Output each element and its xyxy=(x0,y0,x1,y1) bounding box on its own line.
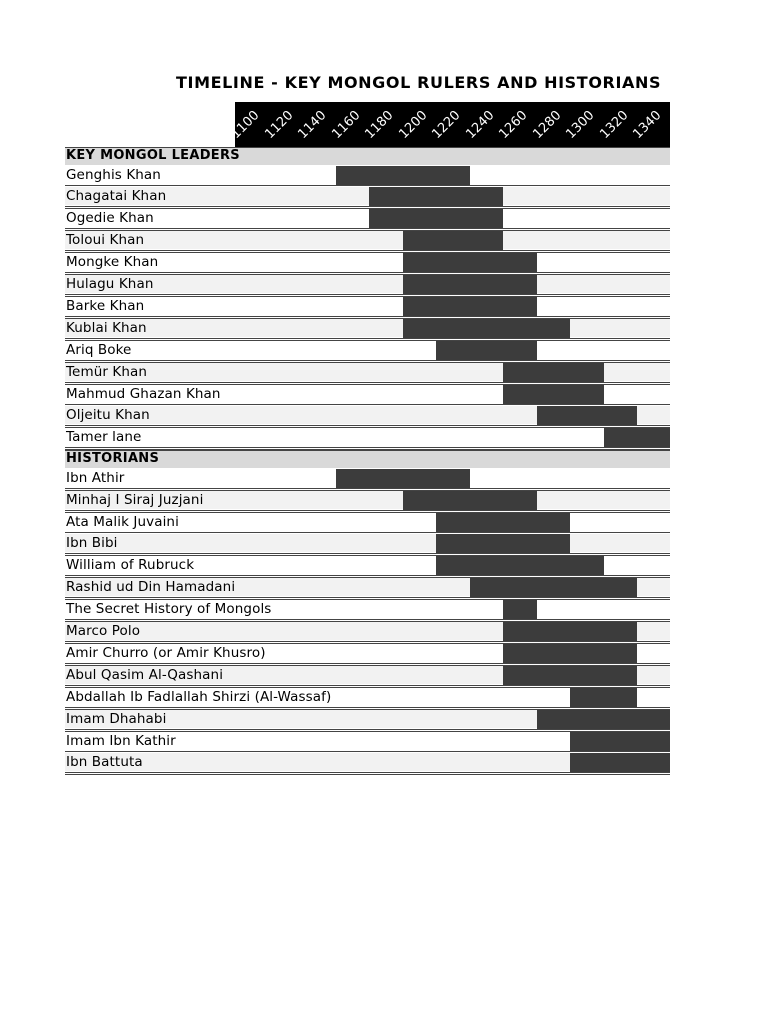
row-label: Ibn Athir xyxy=(66,469,125,486)
section-heading: KEY MONGOL LEADERS xyxy=(66,148,240,163)
row-rule xyxy=(65,272,670,273)
title-clip xyxy=(65,72,670,96)
row-background xyxy=(65,428,670,446)
row-rule xyxy=(65,425,670,426)
x-tick-label: 1280 xyxy=(529,107,564,142)
year-axis-header xyxy=(228,102,670,147)
timeline-bar xyxy=(503,363,604,382)
row-label: Ibn Battuta xyxy=(66,754,143,771)
row-rule xyxy=(65,294,670,295)
row-background xyxy=(65,209,670,227)
row-label: Abul Qasim Al-Qashani xyxy=(66,666,224,683)
x-tick-label: 1140 xyxy=(295,107,330,142)
row-background xyxy=(65,231,670,249)
timeline-bar xyxy=(470,578,638,597)
row-rule xyxy=(65,206,670,207)
timeline-bar xyxy=(369,187,503,206)
row-rule xyxy=(65,553,670,554)
row-rule xyxy=(65,228,670,229)
timeline-bar xyxy=(604,428,671,447)
row-rule xyxy=(65,575,670,576)
timeline-bar xyxy=(570,732,670,751)
timeline-bar xyxy=(503,385,604,404)
x-tick-label: 1260 xyxy=(496,107,531,142)
timeline-bar xyxy=(436,341,537,360)
row-label: Mongke Khan xyxy=(66,254,159,271)
x-tick-label: 1340 xyxy=(630,107,665,142)
timeline-bar xyxy=(503,644,637,663)
row-label: Barke Khan xyxy=(66,297,145,314)
row-label: Ata Malik Juvaini xyxy=(66,513,179,530)
x-tick-label: 1180 xyxy=(362,107,397,142)
section-heading: HISTORIANS xyxy=(66,451,160,467)
row-rule xyxy=(65,729,670,730)
x-tick-label: 1240 xyxy=(462,107,497,142)
row-rule xyxy=(65,382,670,383)
row-rule xyxy=(65,510,670,511)
row-label: Toloui Khan xyxy=(66,232,145,249)
row-rule xyxy=(65,338,670,339)
row-background xyxy=(65,341,670,359)
row-label: Rashid ud Din Hamadani xyxy=(66,579,236,596)
x-tick-label: 1100 xyxy=(228,107,263,142)
page-title: TIMELINE - KEY MONGOL RULERS AND HISTORIANS xyxy=(176,73,662,92)
row-rule xyxy=(65,685,670,686)
row-label: Amir Churro (or Amir Khusro) xyxy=(66,644,266,661)
row-label: Temür Khan xyxy=(66,363,148,380)
row-rule xyxy=(65,447,670,448)
timeline-bar xyxy=(570,688,637,707)
row-label: Imam Dhahabi xyxy=(66,710,167,727)
timeline-bar xyxy=(503,622,637,641)
row-label: Genghis Khan xyxy=(66,166,161,183)
timeline-bar xyxy=(369,209,503,228)
row-rule xyxy=(65,641,670,642)
x-tick-label: 1160 xyxy=(328,107,363,142)
timeline-bar xyxy=(436,556,604,575)
row-rule xyxy=(65,707,670,708)
timeline-bar xyxy=(503,666,637,685)
row-rule xyxy=(65,663,670,664)
row-rule xyxy=(65,404,670,405)
row-label: Kublai Khan xyxy=(66,319,147,336)
row-label: Ibn Bibi xyxy=(66,535,118,552)
x-tick-label: 1200 xyxy=(395,107,430,142)
row-background xyxy=(65,319,670,337)
timeline-bar xyxy=(403,319,571,338)
x-tick-label: 1120 xyxy=(261,107,296,142)
timeline-bar xyxy=(336,469,470,488)
row-rule xyxy=(65,316,670,317)
row-rule xyxy=(65,532,670,533)
timeline-bar xyxy=(537,710,671,729)
row-background xyxy=(65,534,670,552)
row-label: Hulagu Khan xyxy=(66,276,154,292)
timeline-bar xyxy=(537,406,638,425)
row-label: Minhaj I Siraj Juzjani xyxy=(66,491,204,508)
x-tick-label: 1300 xyxy=(563,107,598,142)
timeline-bar xyxy=(403,253,537,272)
row-rule xyxy=(65,597,670,598)
row-rule xyxy=(65,185,670,186)
timeline-bar xyxy=(403,297,537,316)
row-rule xyxy=(65,488,670,489)
row-rule xyxy=(65,250,670,251)
row-rule xyxy=(65,772,670,773)
row-rule xyxy=(65,751,670,752)
row-background xyxy=(65,297,670,315)
row-label: Imam Ibn Kathir xyxy=(66,732,176,749)
row-rule xyxy=(65,360,670,361)
timeline-bar xyxy=(436,534,570,553)
timeline-bar xyxy=(403,231,504,250)
row-label: Chagatai Khan xyxy=(66,188,167,205)
row-label: Ogedie Khan xyxy=(66,210,154,227)
row-label: Marco Polo xyxy=(66,623,141,639)
x-tick-label: 1220 xyxy=(429,107,464,142)
row-label: Oljeitu Khan xyxy=(66,407,150,424)
timeline-bar xyxy=(403,491,537,510)
timeline-bar xyxy=(503,600,537,619)
timeline-bar xyxy=(336,166,470,185)
timeline-bar xyxy=(436,513,570,532)
row-rule xyxy=(65,619,670,620)
row-rule xyxy=(65,774,670,775)
x-tick-label: 1320 xyxy=(596,107,631,142)
row-label: Abdallah Ib Fadlallah Shirzi (Al-Wassaf) xyxy=(66,688,332,705)
row-label: Tamer lane xyxy=(66,429,142,446)
row-label: William of Rubruck xyxy=(66,557,195,574)
row-label: Ariq Boke xyxy=(66,341,132,358)
row-label: The Secret History of Mongols xyxy=(66,601,272,618)
row-label: Mahmud Ghazan Khan xyxy=(66,385,221,402)
timeline-bar xyxy=(570,753,670,772)
row-background xyxy=(65,275,670,293)
timeline-bar xyxy=(403,275,537,294)
